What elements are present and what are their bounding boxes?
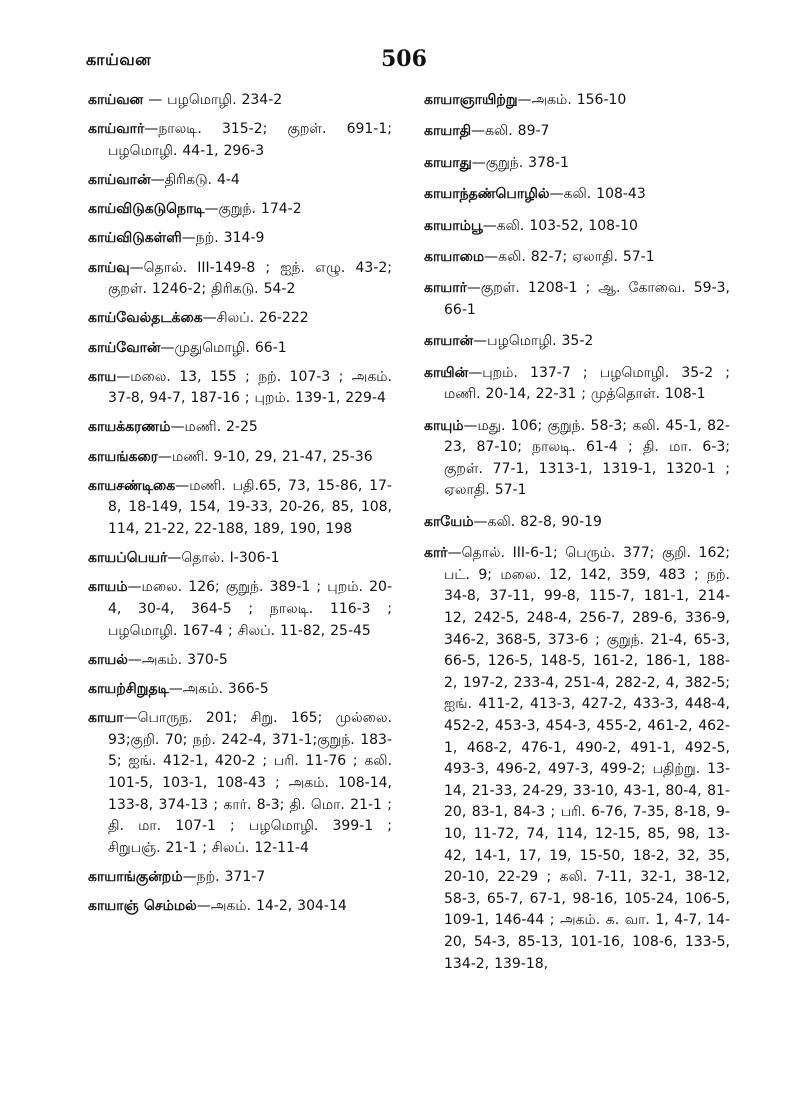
index-entry — [88, 119, 392, 162]
index-entry — [88, 548, 392, 570]
entry-references: —முதுமொழி. 66-1 — [160, 339, 287, 356]
entry-references: —புறம். 137-7 ; பழமொழி. 35-2 ; மணி. 20-14, 22-31 ; முத்தொள். 108-1 — [444, 364, 730, 403]
index-entry — [88, 199, 392, 221]
index-entry — [88, 447, 392, 469]
index-entry — [424, 363, 730, 406]
index-entry — [424, 90, 730, 112]
index-entry — [88, 896, 392, 918]
entry-references: —மணி. 2-25 — [170, 419, 258, 436]
entry-headword: காய்வு — [88, 259, 130, 276]
entry-references: —நாலடி. 315-2; குறள். 691-1; பழமொழி. 44-1, 296-3 — [108, 121, 392, 159]
entry-references: —மணி. பதி.65, 73, 15-86, 17-8, 18-149, 154, 19-33, 20-26, 85, 108, 114, 21-22, 22-188, 189, 190, 198 — [108, 477, 392, 538]
entry-references: —அகம். 370-5 — [127, 651, 228, 668]
entry-headword: காய்விடுகடுநொடி — [88, 201, 205, 218]
index-entry — [424, 153, 730, 175]
index-entry — [88, 258, 392, 301]
entry-headword: காயாஞாயிற்று — [424, 92, 518, 108]
index-entry — [88, 338, 392, 360]
entry-headword: காயின் — [424, 364, 469, 381]
entry-headword: காய்வன — [88, 92, 144, 108]
entry-headword: காய்வார் — [88, 121, 145, 138]
index-entry — [88, 170, 392, 192]
entry-headword: காயாஞ் செம்மல் — [88, 898, 197, 915]
index-entry — [88, 650, 392, 672]
entry-headword: காய்வேல்தடக்கை — [88, 310, 203, 327]
entry-references: —நற். 314-9 — [181, 230, 265, 247]
entry-references: —திரிகடு. 4-4 — [150, 171, 240, 188]
entry-references: — பழமொழி. 234-2 — [143, 92, 283, 108]
page-number: 506 — [381, 46, 427, 72]
entry-references: —குறள். 1208-1 ; ஆ. கோவை. 59-3, 66-1 — [444, 280, 730, 318]
entry-headword: காயார் — [424, 280, 467, 297]
index-entry — [424, 543, 730, 975]
entry-references: —குறுந். 378-1 — [471, 154, 569, 171]
entry-references: —கலி. 82-8, 90-19 — [473, 513, 602, 530]
entry-references: —தொல். I-306-1 — [167, 550, 280, 567]
index-entry — [88, 476, 392, 541]
index-entry — [88, 577, 392, 642]
entry-headword: காய்வான் — [88, 171, 151, 188]
entry-headword: காயப்பெயர் — [88, 550, 168, 567]
index-entry — [424, 416, 730, 502]
entry-references: —தொல். III-6-1; பெரும். 377; குறி. 162; பட். 9; மலை. 12, 142, 359, 483 ; நற். 34-8, 37-11, 99-8, 115-7, 181-1, 214-12, 242-5, 248-4, 256-7, 289-6, 336-9, 346-2, 368-5, 373-6 ; குறுந். 21-4, 65-3, 66-5, 126-5, 148-5, 161-2, 186-1, 188-2, 197-2, 233-4, 251-4, 282-2, 4, 382-5; ஐங். 411-2, 413-3, 427-2, 433-3, 448-4, 452-2, 453-3, 454-3, 455-2, 461-2, 462-1, 468-2, 476-1, 490-2, 491-1, 492-5, 493-3, 496-2, 497-3, 499-2; பதிற்று. 13-14, 21-33, 24-29, 33-10, 43-1, 80-4, 81-20, 83-1, 84-3 ; பரி. 6-76, 7-35, 8-18, 9-10, 11-72, 74, 114, 12-15, 85, 98, 13-42, 14-1, 17, 19, 15-50, 18-2, 32, 35, 20-10, 22-29 ; கலி. 7-11, 32-1, 38-12, 58-3, 65-7, 67-1, 98-16, 105-24, 106-5, 109-1, 146-44 ; அகம். க. வா. 1, 4-7, 14-20, 54-3, 85-13, 101-16, 108-6, 133-5, 134-2, 139-18, — [444, 545, 730, 972]
entry-headword: காய்வோன் — [88, 339, 161, 356]
right-column — [424, 90, 730, 985]
entry-references: —மலை. 13, 155 ; நற். 107-3 ; அகம். 37-8, 94-7, 187-16 ; புறம். 139-1, 229-4 — [108, 368, 392, 407]
index-entry — [88, 679, 392, 701]
index-entry — [424, 184, 730, 206]
entry-references: —பொருந. 201; சிறு. 165; முல்லை. 93;குறி. 70; நற். 242-4, 371-1;குறுந். 183-5; ஐங். 412-1, 420-2 ; பரி. 11-76 ; கலி. 101-5, 103-1, 108-43 ; அகம். 108-14, 133-8, 374-13 ; கார். 8-3; தி. மொ. 21-1 ; தி. மா. 107-1 ; பழமொழி. 399-1 ; சிறுபஞ். 21-1 ; சிலப். 12-11-4 — [108, 710, 392, 856]
entry-references: —சிலப். 26-222 — [202, 310, 309, 327]
entry-headword: காயாந்தண்பொழில் — [424, 186, 550, 203]
index-entry — [424, 278, 730, 321]
index-entry — [424, 121, 730, 143]
entry-headword: காயாதி — [424, 123, 472, 140]
entry-headword: காயான் — [424, 333, 474, 350]
entry-headword: காயங்கரை — [88, 448, 158, 465]
entry-references: —கலி. 89-7 — [471, 123, 550, 140]
entry-references: —கலி. 108-43 — [549, 186, 646, 203]
entry-headword: காயம் — [88, 579, 128, 596]
index-entry — [88, 367, 392, 410]
entry-references: —குறுந். 174-2 — [204, 201, 302, 218]
index-entry — [88, 417, 392, 439]
entry-headword: காயசண்டிகை — [88, 477, 176, 494]
index-entry — [88, 867, 392, 889]
index-entry — [88, 90, 392, 112]
entry-references: —தொல். III-149-8 ; ஐந். எழு. 43-2; குறள். 1246-2; திரிகடு. 54-2 — [108, 259, 392, 298]
entry-references: —நற். 371-7 — [182, 868, 266, 885]
entry-headword: காயல் — [88, 651, 128, 668]
entry-headword: காய — [88, 368, 117, 385]
entry-headword: காயற்சிறுதடி — [88, 680, 169, 697]
index-entry — [424, 331, 730, 353]
entry-headword: காயேம் — [424, 513, 474, 530]
index-entry — [88, 708, 392, 859]
entry-headword: காயாது — [424, 154, 472, 171]
index-entry — [424, 512, 730, 534]
index-entry — [88, 308, 392, 330]
index-entry — [424, 216, 730, 238]
entry-headword: கார் — [424, 545, 448, 562]
entry-headword: காயக்கரணம் — [88, 419, 171, 436]
entry-headword: காயாங்குன்றம் — [88, 868, 183, 885]
entry-references: —அகம். 14-2, 304-14 — [196, 898, 347, 915]
entry-headword: காயும் — [424, 417, 464, 434]
index-entry — [88, 228, 392, 250]
entry-headword: காயாமை — [424, 248, 485, 265]
entry-references: —மணி. 9-10, 29, 21-47, 25-36 — [157, 448, 373, 465]
entry-references: —அகம். 366-5 — [168, 680, 269, 697]
entry-headword: காய்விடுகள்ளி — [88, 230, 182, 247]
running-head: காய்வன — [86, 50, 152, 69]
entry-references: —பழமொழி. 35-2 — [473, 333, 594, 350]
entry-references: —கலி. 82-7; ஏலாதி. 57-1 — [484, 248, 655, 265]
entry-references: —மது. 106; குறுந். 58-3; கலி. 45-1, 82-23, 87-10; நாலடி. 61-4 ; தி. மா. 6-3; குறள். 77-1, 1313-1, 1319-1, 1320-1 ; ஏலாதி. 57-1 — [444, 417, 730, 499]
index-entry — [424, 247, 730, 269]
entry-references: —கலி. 103-52, 108-10 — [482, 217, 638, 234]
entry-headword: காயா — [88, 710, 124, 727]
entry-references: —மலை. 126; குறுந். 389-1 ; புறம். 20-4, 30-4, 364-5 ; நாலடி. 116-3 ; பழமொழி. 167-4 ; சிலப். 11-82, 25-45 — [108, 579, 392, 639]
entry-references: —அகம். 156-10 — [517, 92, 627, 108]
entry-headword: காயாம்பூ — [424, 217, 483, 234]
left-column — [88, 90, 392, 925]
